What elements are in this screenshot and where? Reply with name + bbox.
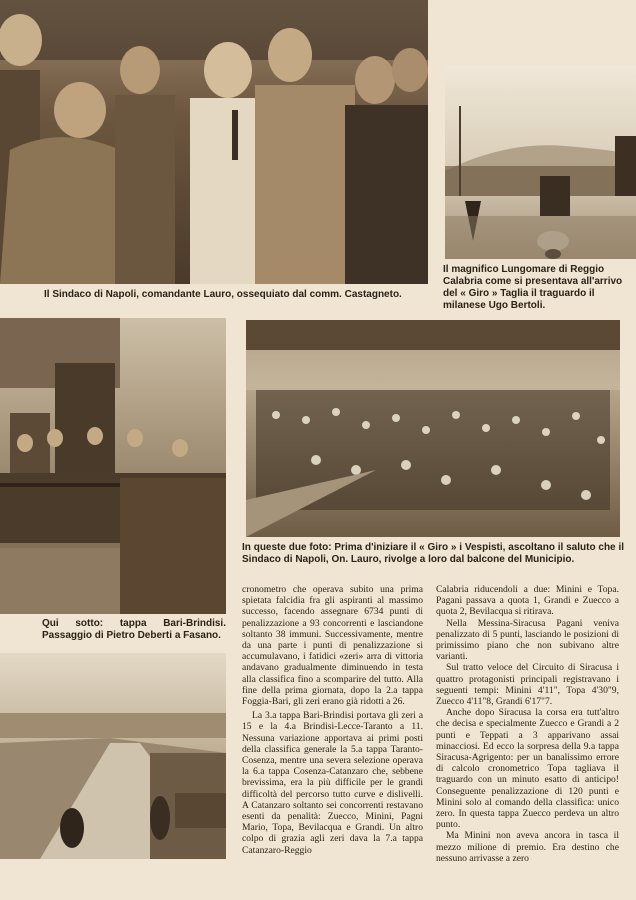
article-paragraph: Anche dopo Siracusa la corsa era tutt'altro che decisa e specialmente Zuecco e Grandi a 2 punti e Teppati a 3 apparivano assai minacciosi. Ed ecco la sorpresa della 9.a tappa Siracusa-Agrigento: per un banalissimo errore di calcolo cronometrico Topa tagliava il traguardo con un minuto esatto di anticipo! Conseguente penalizzazione di 120 punti e Minini solo al comando della classifica: unico zero. In questa tappa Zuecco perdeva un altro punto. <box>436 707 619 831</box>
article-column-2 <box>436 584 619 864</box>
caption-bari: Qui sotto: tappa Bari-Brindisi. Passaggio di Pietro Deberti a Fasano. <box>42 618 226 641</box>
caption-vespisti: In queste due foto: Prima d'iniziare il « Giro » i Vespisti, ascoltano il saluto che il Sindaco di Napoli, On. Lauro, rivolge a loro dal balcone del Municipio. <box>242 542 624 565</box>
article-paragraph: cronometro che operava subito una prima spietata falcidia fra gli aspiranti al massimo successo, facendo assegnare 6734 punti di penalizzazione a 93 concorrenti e lasciandone soltanto 38 immuni. Successivamente, mentre da una parte i punti di penalizzazione si accumulavano, i fatidici «zeri» arra di vittoria andavano gradualmente diminuendo in testa alla classifica fino a scomparire del tutto. Alla fine della prima giornata, dopo la 2.a tappa Foggia-Bari, gli zeri erano già ridotti a 26. <box>242 584 423 708</box>
caption-lungomare: Il magnifico Lungomare di Reggio Calabria come si presentava all'arrivo del « Giro » Taglia il traguardo il milanese Ugo Bertoli. <box>443 264 623 311</box>
caption-sindaco: Il Sindaco di Napoli, comandante Lauro, ossequiato dal comm. Castagneto. <box>44 289 402 300</box>
photo-vespisti-piazza <box>246 320 620 537</box>
article-paragraph: Nella Messina-Siracusa Pagani veniva penalizzato di 5 punti, lasciando le posizioni di primissimo piano che non subivano altre varianti. <box>436 617 619 663</box>
photo-lungomare-reggio <box>445 66 636 259</box>
article-paragraph: Sul tratto veloce del Circuito di Siracusa i quattro protagonisti principali registravano i seguenti tempi: Minini 4'11", Topa 4'30"9, Zuecco 4'11"8, Grandi 6'17"7. <box>436 662 619 708</box>
photo-bari-brindisi <box>0 653 226 859</box>
photo-sindaco-lauro <box>0 0 428 284</box>
article-column-1 <box>242 584 423 856</box>
article-paragraph: Calabria riducendoli a due: Minini e Topa. Pagani passava a quota 1, Grandi e Zuecco a quota 2, Bevilacqua si ritirava. <box>436 584 619 618</box>
article-paragraph: Ma Minini non aveva ancora in tasca il mezzo milione di premio. Era destino che nessuno arrivasse a zero <box>436 830 619 864</box>
photo-balcone <box>0 318 226 614</box>
article-paragraph: La 3.a tappa Bari-Brindisi portava gli zeri a 15 e la 4.a Brindisi-Lecce-Taranto a 11. Nessuna variazione apportava ai primi posti della classifica generale la 5.a tappa Taranto-Cosenza, mentre una severa selezione operava la 6.a tappa Cosenza-Catanzaro che, sebbene brevissima, era la più difficile per le grandi difficoltà del percorso tutto curve e dislivelli. A Catanzaro soltanto sei concorrenti restavano esenti da penalità: Zuecco, Minini, Pagni Mario, Topa, Bevilacqua e Grandi. Un altro colpo di grazia agli zeri dava la 7.a tappa Catanzaro-Reggio <box>242 710 423 856</box>
